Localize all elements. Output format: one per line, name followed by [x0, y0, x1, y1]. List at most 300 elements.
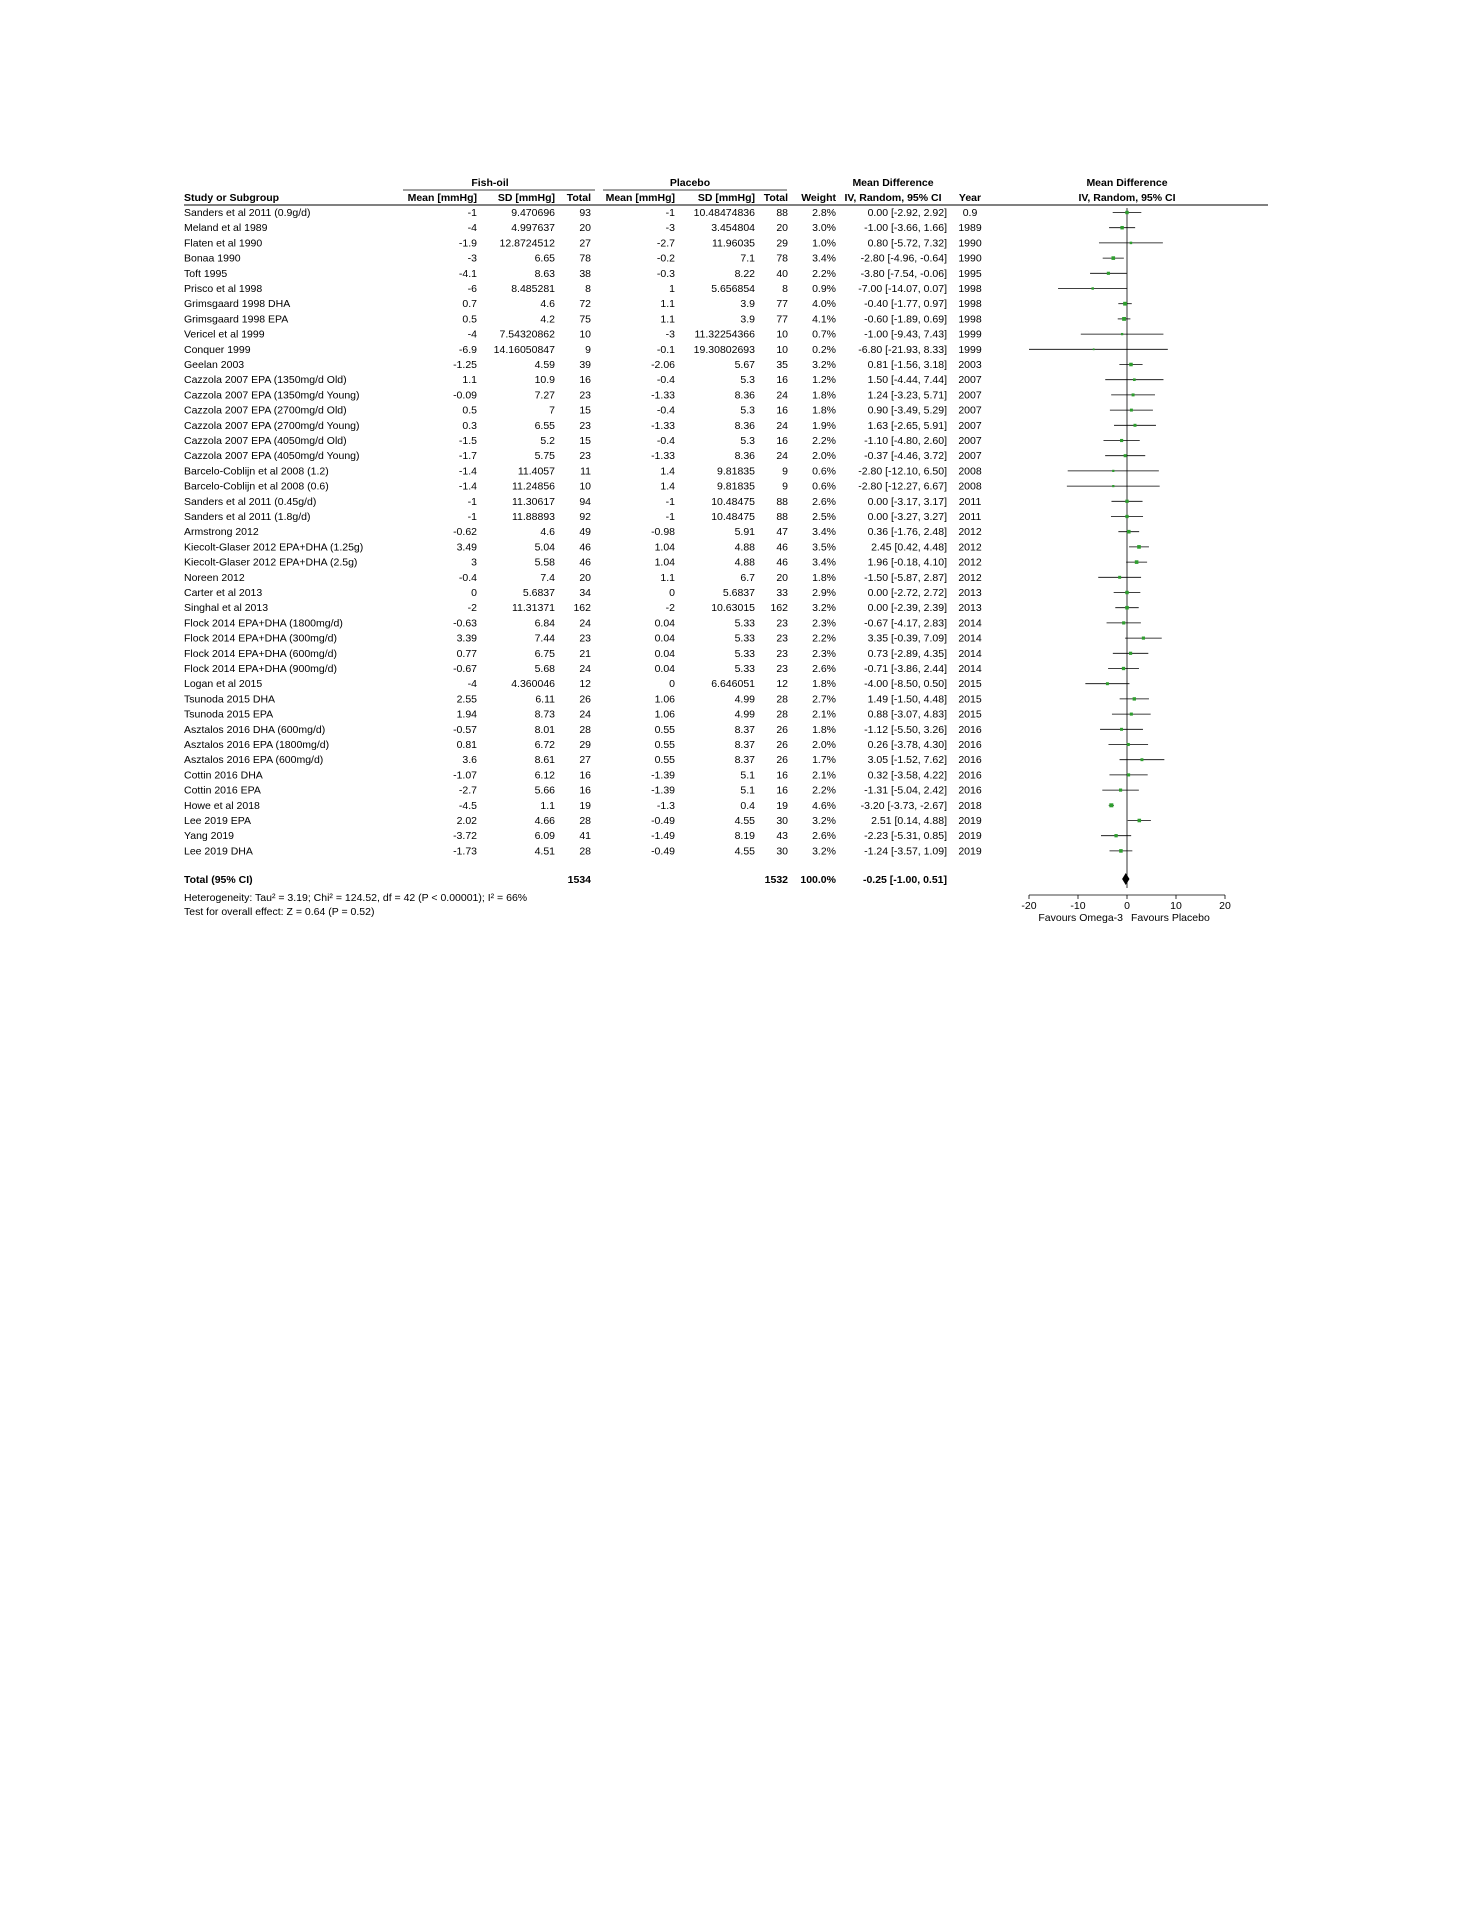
fish-oil-mean: 0.7 — [462, 298, 477, 311]
ci-value: 0.00 [-2.92, 2.92] — [867, 207, 947, 219]
table-row — [184, 709, 982, 721]
placebo-mean: 1.1 — [660, 571, 675, 584]
study-name: Prisco et al 1998 — [184, 283, 263, 295]
x-tick-label: 10 — [1170, 900, 1182, 912]
table-row — [184, 587, 982, 599]
ci-value: -7.00 [-14.07, 0.07] — [858, 283, 947, 295]
placebo-total: 162 — [770, 602, 788, 615]
fish-oil-sd: 4.2 — [540, 313, 555, 326]
study-name: Vericel et al 1999 — [184, 328, 265, 341]
fish-oil-sd: 6.75 — [534, 647, 555, 660]
table-row — [184, 496, 981, 508]
year-value: 2014 — [958, 663, 982, 675]
table-row — [184, 222, 982, 234]
fish-oil-mean: -0.67 — [453, 663, 477, 675]
table-row — [184, 845, 982, 857]
ci-value: 0.00 [-3.27, 3.27] — [867, 511, 947, 523]
ci-value: 0.88 [-3.07, 4.83] — [867, 708, 947, 721]
placebo-sd: 5.33 — [734, 663, 755, 675]
fish-oil-sd: 8.73 — [534, 708, 555, 721]
placebo-mean: 0 — [669, 678, 675, 691]
weight-value: 2.6% — [812, 495, 836, 508]
pooled-diamond — [1122, 873, 1129, 885]
study-name: Singhal et al 2013 — [184, 602, 269, 615]
placebo-sd: 4.99 — [734, 708, 755, 721]
point-estimate-square — [1119, 789, 1122, 792]
table-row — [184, 557, 982, 569]
year-value: 2015 — [958, 678, 982, 691]
placebo-sd: 4.55 — [734, 845, 755, 858]
placebo-sd: 8.37 — [734, 723, 755, 736]
ci-value: 0.73 [-2.89, 4.35] — [867, 647, 947, 660]
study-name: Flock 2014 EPA+DHA (900mg/d) — [184, 663, 338, 675]
study-name: Cazzola 2007 EPA (1350mg/d Young) — [184, 389, 360, 402]
study-name: Sanders et al 2011 (1.8g/d) — [184, 511, 311, 523]
ci-value: -1.50 [-5.87, 2.87] — [864, 571, 947, 584]
fish-oil-total: 28 — [579, 723, 591, 736]
placebo-sd: 5.3 — [740, 404, 755, 417]
point-estimate-square — [1120, 728, 1123, 731]
ci-value: 0.90 [-3.49, 5.29] — [867, 404, 947, 417]
fish-oil-mean: -1.5 — [458, 435, 477, 447]
table-row — [184, 739, 982, 751]
weight-value: 2.2% — [812, 632, 836, 645]
placebo-mean: -1.39 — [651, 769, 675, 782]
placebo-mean: 1.4 — [660, 465, 675, 478]
weight-value: 2.1% — [812, 708, 836, 721]
table-row — [184, 602, 982, 614]
fish-oil-mean: -3.72 — [453, 830, 477, 843]
placebo-mean: -0.3 — [656, 267, 675, 280]
point-estimate-square — [1124, 454, 1127, 457]
ci-value: 0.36 [-1.76, 2.48] — [867, 526, 947, 539]
fish-oil-total: 38 — [579, 267, 591, 280]
placebo-mean: -1 — [665, 207, 675, 219]
table-row — [184, 268, 982, 280]
study-name: Grimsgaard 1998 EPA — [184, 313, 289, 326]
ci-value: 0.81 [-1.56, 3.18] — [867, 359, 947, 371]
placebo-sd: 4.55 — [734, 815, 755, 827]
fish-oil-mean: 3 — [471, 556, 477, 569]
x-tick-label: 0 — [1124, 900, 1130, 912]
point-estimate-square — [1114, 834, 1117, 837]
fish-oil-mean: -6 — [467, 283, 477, 295]
mean1-header: Mean [mmHg] — [407, 192, 477, 204]
year-value: 0.9 — [962, 207, 978, 219]
point-estimate-square — [1123, 302, 1127, 306]
fish-oil-sd: 6.11 — [535, 693, 555, 706]
placebo-mean: -2 — [665, 602, 675, 615]
weight-value: 0.6% — [812, 465, 836, 478]
weight-value: 3.2% — [812, 359, 836, 371]
placebo-mean: -1 — [665, 511, 675, 523]
study-name: Grimsgaard 1998 DHA — [184, 298, 291, 311]
fish-oil-total: 24 — [579, 708, 591, 721]
year-value: 2011 — [958, 495, 982, 508]
weight-value: 1.8% — [812, 678, 836, 691]
placebo-total: 16 — [776, 404, 788, 417]
study-rows — [184, 207, 982, 857]
fish-oil-total: 72 — [579, 298, 591, 311]
table-row — [184, 374, 982, 386]
fish-oil-sd: 4.360046 — [511, 678, 555, 691]
placebo-total: 16 — [776, 784, 788, 797]
study-name: Tsunoda 2015 DHA — [184, 693, 276, 706]
table-row — [184, 678, 982, 690]
placebo-sd: 6.646051 — [711, 678, 755, 691]
weight-value: 1.8% — [812, 571, 836, 584]
ci-value: -1.12 [-5.50, 3.26] — [864, 723, 947, 736]
placebo-sd: 4.99 — [734, 693, 755, 706]
ci-value: -0.71 [-3.86, 2.44] — [864, 663, 947, 675]
study-name: Toft 1995 — [184, 267, 228, 280]
ci-plot-header: IV, Random, 95% CI — [1078, 192, 1176, 204]
year-value: 1998 — [958, 283, 982, 295]
ci-value: -0.37 [-4.46, 3.72] — [864, 450, 947, 463]
year-value: 2007 — [958, 419, 982, 432]
fish-oil-sd: 6.84 — [534, 617, 555, 630]
year-value: 2011 — [958, 511, 982, 523]
fish-oil-sd: 9.470696 — [511, 207, 555, 219]
weight-value: 2.0% — [812, 450, 836, 463]
year-value: 2008 — [958, 480, 982, 493]
fish-oil-sd: 4.51 — [534, 845, 555, 858]
year-value: 2015 — [958, 693, 982, 706]
fish-oil-mean: -4.5 — [458, 799, 477, 812]
placebo-sd: 8.36 — [734, 450, 755, 463]
fish-oil-sd: 11.88893 — [511, 511, 555, 523]
fish-oil-total: 46 — [579, 541, 591, 554]
fish-oil-sd: 8.01 — [534, 723, 555, 736]
ci-value: 3.35 [-0.39, 7.09] — [867, 632, 947, 645]
study-name: Logan et al 2015 — [184, 678, 263, 691]
study-name: Bonaa 1990 — [184, 252, 241, 265]
placebo-total: 24 — [776, 450, 788, 463]
ci-value: 1.63 [-2.65, 5.91] — [867, 419, 947, 432]
weight-value: 3.4% — [812, 526, 836, 539]
point-estimate-square — [1111, 256, 1115, 260]
placebo-mean: -1.33 — [651, 419, 675, 432]
table-row — [184, 754, 982, 766]
fish-oil-sd: 8.61 — [534, 754, 555, 767]
ci-value: 0.00 [-3.17, 3.17] — [867, 495, 947, 508]
table-row — [184, 769, 982, 781]
placebo-total: 88 — [776, 495, 788, 508]
total-n2: 1532 — [764, 874, 788, 886]
placebo-mean: 1.1 — [660, 313, 675, 326]
fish-oil-sd: 4.997637 — [511, 222, 555, 235]
fish-oil-sd: 8.485281 — [511, 283, 555, 295]
weight-value: 1.7% — [812, 754, 836, 767]
fish-oil-mean: 2.02 — [456, 815, 477, 827]
table-row — [184, 359, 982, 371]
placebo-mean: 0.04 — [654, 632, 675, 645]
table-row — [184, 253, 982, 265]
placebo-total: 28 — [776, 693, 788, 706]
ci-value: 1.50 [-4.44, 7.44] — [867, 374, 947, 387]
placebo-total: 40 — [776, 267, 788, 280]
placebo-sd: 5.1 — [740, 769, 755, 782]
placebo-sd: 9.81835 — [717, 480, 755, 493]
placebo-sd: 10.48474836 — [693, 207, 755, 219]
weight-value: 2.3% — [812, 647, 836, 660]
weight-value: 3.4% — [812, 556, 836, 569]
placebo-total: 88 — [776, 207, 788, 219]
study-header: Study or Subgroup — [184, 192, 280, 204]
table-row — [184, 465, 982, 477]
weight-value: 2.8% — [812, 207, 836, 219]
fish-oil-sd: 11.24856 — [511, 480, 555, 493]
fish-oil-total: 8 — [585, 283, 591, 295]
fish-oil-total: 26 — [579, 693, 591, 706]
year-value: 2019 — [958, 815, 982, 827]
placebo-mean: -1 — [665, 495, 675, 508]
fish-oil-mean: -1.7 — [458, 450, 477, 463]
point-estimate-square — [1118, 576, 1121, 579]
fish-oil-sd: 7.4 — [540, 571, 555, 584]
fish-oil-sd: 6.72 — [534, 739, 555, 751]
total1-header: Total — [566, 192, 591, 204]
total-label: Total (95% CI) — [184, 874, 253, 886]
placebo-mean: 0.55 — [654, 754, 675, 767]
placebo-total: 29 — [776, 237, 788, 250]
plot-area — [1021, 208, 1231, 924]
fish-oil-sd: 4.6 — [540, 526, 555, 539]
fish-oil-total: 23 — [579, 419, 591, 432]
point-estimate-square — [1109, 803, 1113, 807]
fish-oil-total: 24 — [579, 617, 591, 630]
weight-value: 2.9% — [812, 587, 836, 599]
fish-oil-total: 10 — [579, 480, 591, 493]
fish-oil-total: 49 — [579, 526, 591, 539]
study-name: Kiecolt-Glaser 2012 EPA+DHA (2.5g) — [184, 556, 358, 569]
placebo-mean: -1.3 — [656, 799, 675, 812]
placebo-sd: 0.4 — [740, 799, 755, 812]
weight-value: 3.2% — [812, 815, 836, 827]
fish-oil-total: 93 — [579, 207, 591, 219]
placebo-mean: 0.55 — [654, 739, 675, 751]
table-row — [184, 572, 982, 584]
placebo-mean: -0.2 — [656, 252, 675, 265]
weight-value: 2.2% — [812, 267, 836, 280]
ci-value: -3.20 [-3.73, -2.67] — [860, 799, 947, 812]
point-estimate-square — [1142, 637, 1145, 640]
placebo-total: 30 — [776, 845, 788, 858]
fish-oil-mean: 1.1 — [462, 374, 477, 387]
point-estimate-square — [1091, 287, 1093, 289]
weight-value: 1.8% — [812, 723, 836, 736]
group2-header: Placebo — [669, 177, 711, 189]
study-name: Sanders et al 2011 (0.9g/d) — [184, 207, 311, 219]
placebo-mean: 0.04 — [654, 617, 675, 630]
fish-oil-mean: -2.7 — [458, 784, 477, 797]
fish-oil-total: 23 — [579, 450, 591, 463]
point-estimate-square — [1107, 272, 1110, 275]
total-weight: 100.0% — [800, 874, 836, 886]
placebo-total: 46 — [776, 541, 788, 554]
fish-oil-mean: -0.62 — [453, 526, 477, 539]
placebo-sd: 5.67 — [734, 359, 755, 371]
fish-oil-mean: 0.3 — [462, 419, 477, 432]
fish-oil-mean: -1.4 — [458, 465, 477, 478]
placebo-sd: 8.19 — [734, 830, 755, 843]
weight-value: 2.6% — [812, 663, 836, 675]
weight-value: 0.9% — [812, 283, 836, 295]
placebo-total: 16 — [776, 435, 788, 447]
placebo-mean: -0.1 — [656, 343, 675, 356]
year-value: 1999 — [958, 343, 982, 356]
fish-oil-sd: 7.27 — [534, 389, 555, 402]
total-n1: 1534 — [567, 874, 591, 886]
fish-oil-mean: 2.55 — [456, 693, 477, 706]
fish-oil-mean: -0.09 — [453, 389, 477, 402]
fish-oil-total: 15 — [579, 404, 591, 417]
placebo-sd: 5.33 — [734, 647, 755, 660]
placebo-mean: -0.4 — [656, 374, 675, 387]
fish-oil-total: 94 — [579, 495, 591, 508]
study-name: Conquer 1999 — [184, 343, 251, 356]
year-value: 2013 — [958, 602, 982, 615]
placebo-total: 12 — [776, 678, 788, 691]
point-estimate-square — [1125, 500, 1128, 503]
fish-oil-sd: 1.1 — [540, 799, 555, 812]
ci-value: -2.80 [-12.27, 6.67] — [858, 480, 947, 493]
study-name: Asztalos 2016 EPA (1800mg/d) — [184, 739, 330, 751]
placebo-sd: 7.1 — [740, 252, 755, 265]
study-name: Barcelo-Coblijn et al 2008 (1.2) — [184, 465, 329, 478]
year-value: 2016 — [958, 784, 982, 797]
fish-oil-mean: -0.63 — [453, 617, 477, 630]
fish-oil-mean: -1.9 — [458, 237, 477, 250]
fish-oil-mean: 3.49 — [456, 541, 477, 554]
point-estimate-square — [1127, 773, 1130, 776]
fish-oil-sd: 11.4057 — [517, 465, 555, 478]
placebo-sd: 3.454804 — [711, 222, 755, 235]
table-row — [184, 481, 982, 493]
fish-oil-sd: 11.31371 — [511, 602, 555, 615]
placebo-total: 9 — [782, 480, 788, 493]
table-row — [184, 435, 982, 447]
point-estimate-square — [1119, 849, 1123, 853]
fish-oil-total: 24 — [579, 663, 591, 675]
study-name: Noreen 2012 — [184, 571, 245, 584]
placebo-sd: 10.63015 — [711, 602, 755, 615]
year-value: 2014 — [958, 647, 982, 660]
table-row — [184, 663, 982, 675]
fish-oil-total: 28 — [579, 845, 591, 858]
table-row — [184, 329, 982, 341]
md-plot-header: Mean Difference — [1086, 177, 1168, 189]
fish-oil-mean: 0.77 — [456, 647, 477, 660]
ci-value: -2.23 [-5.31, 0.85] — [864, 830, 947, 843]
fish-oil-sd: 7 — [549, 404, 555, 417]
placebo-mean: 1.1 — [660, 298, 675, 311]
fish-oil-total: 20 — [579, 222, 591, 235]
table-row — [184, 344, 982, 356]
table-row — [184, 207, 977, 219]
placebo-mean: 1 — [669, 283, 675, 295]
year-value: 2012 — [958, 526, 982, 539]
fish-oil-sd: 8.63 — [534, 267, 555, 280]
fish-oil-sd: 11.30617 — [511, 495, 555, 508]
md-text-header: Mean Difference — [852, 177, 934, 189]
point-estimate-square — [1133, 378, 1136, 381]
placebo-total: 8 — [782, 283, 788, 295]
fish-oil-sd: 5.6837 — [522, 587, 555, 599]
year-value: 1999 — [958, 328, 982, 341]
fish-oil-sd: 4.59 — [534, 359, 555, 371]
point-estimate-square — [1122, 667, 1125, 670]
point-estimate-square — [1135, 560, 1139, 564]
fish-oil-sd: 4.6 — [540, 298, 555, 311]
fish-oil-total: 27 — [579, 754, 591, 767]
fish-oil-sd: 6.65 — [534, 252, 555, 265]
point-estimate-square — [1122, 317, 1126, 321]
fish-oil-mean: -4.1 — [458, 267, 477, 280]
placebo-sd: 9.81835 — [717, 465, 755, 478]
placebo-total: 26 — [776, 739, 788, 751]
weight-value: 2.3% — [812, 617, 836, 630]
placebo-total: 10 — [776, 328, 788, 341]
year-value: 2012 — [958, 541, 982, 554]
ci-value: 3.05 [-1.52, 7.62] — [867, 754, 947, 767]
placebo-mean: 0.04 — [654, 663, 675, 675]
point-estimate-square — [1125, 515, 1128, 518]
study-name: Asztalos 2016 DHA (600mg/d) — [184, 723, 326, 736]
year-value: 2016 — [958, 739, 982, 751]
fish-oil-total: 16 — [579, 769, 591, 782]
placebo-total: 24 — [776, 389, 788, 402]
fish-oil-total: 46 — [579, 556, 591, 569]
table-row — [184, 237, 982, 249]
point-estimate-square — [1138, 819, 1142, 823]
year-value: 2007 — [958, 389, 982, 402]
study-name: Kiecolt-Glaser 2012 EPA+DHA (1.25g) — [184, 541, 364, 554]
fish-oil-mean: 0.81 — [456, 739, 477, 751]
fish-oil-total: 11 — [580, 465, 591, 478]
year-value: 2014 — [958, 617, 982, 630]
point-estimate-square — [1120, 439, 1123, 442]
placebo-total: 20 — [776, 571, 788, 584]
weight-value: 2.2% — [812, 784, 836, 797]
fish-oil-mean: -0.57 — [453, 723, 477, 736]
weight-value: 3.2% — [812, 602, 836, 615]
placebo-sd: 5.91 — [734, 526, 755, 539]
fish-oil-total: 28 — [579, 815, 591, 827]
fish-oil-sd: 5.66 — [534, 784, 555, 797]
placebo-mean: 0 — [669, 587, 675, 599]
placebo-sd: 5.1 — [740, 784, 755, 797]
point-estimate-square — [1137, 545, 1141, 549]
fish-oil-mean: 0 — [471, 587, 477, 599]
placebo-total: 16 — [776, 769, 788, 782]
fish-oil-total: 39 — [579, 359, 591, 371]
fish-oil-mean: -1.4 — [458, 480, 477, 493]
ci-value: -0.67 [-4.17, 2.83] — [864, 617, 947, 630]
placebo-sd: 11.96035 — [711, 237, 755, 250]
fish-oil-sd: 6.12 — [534, 769, 555, 782]
table-row — [184, 541, 982, 553]
placebo-sd: 8.37 — [734, 754, 755, 767]
placebo-total: 47 — [776, 526, 788, 539]
ci-value: 1.49 [-1.50, 4.48] — [867, 693, 947, 706]
study-name: Lee 2019 EPA — [184, 815, 251, 827]
placebo-mean: -2.7 — [656, 237, 675, 250]
weight-value: 2.2% — [812, 435, 836, 447]
placebo-total: 46 — [776, 556, 788, 569]
weight-value: 1.0% — [812, 237, 836, 250]
placebo-mean: -0.49 — [651, 845, 675, 858]
